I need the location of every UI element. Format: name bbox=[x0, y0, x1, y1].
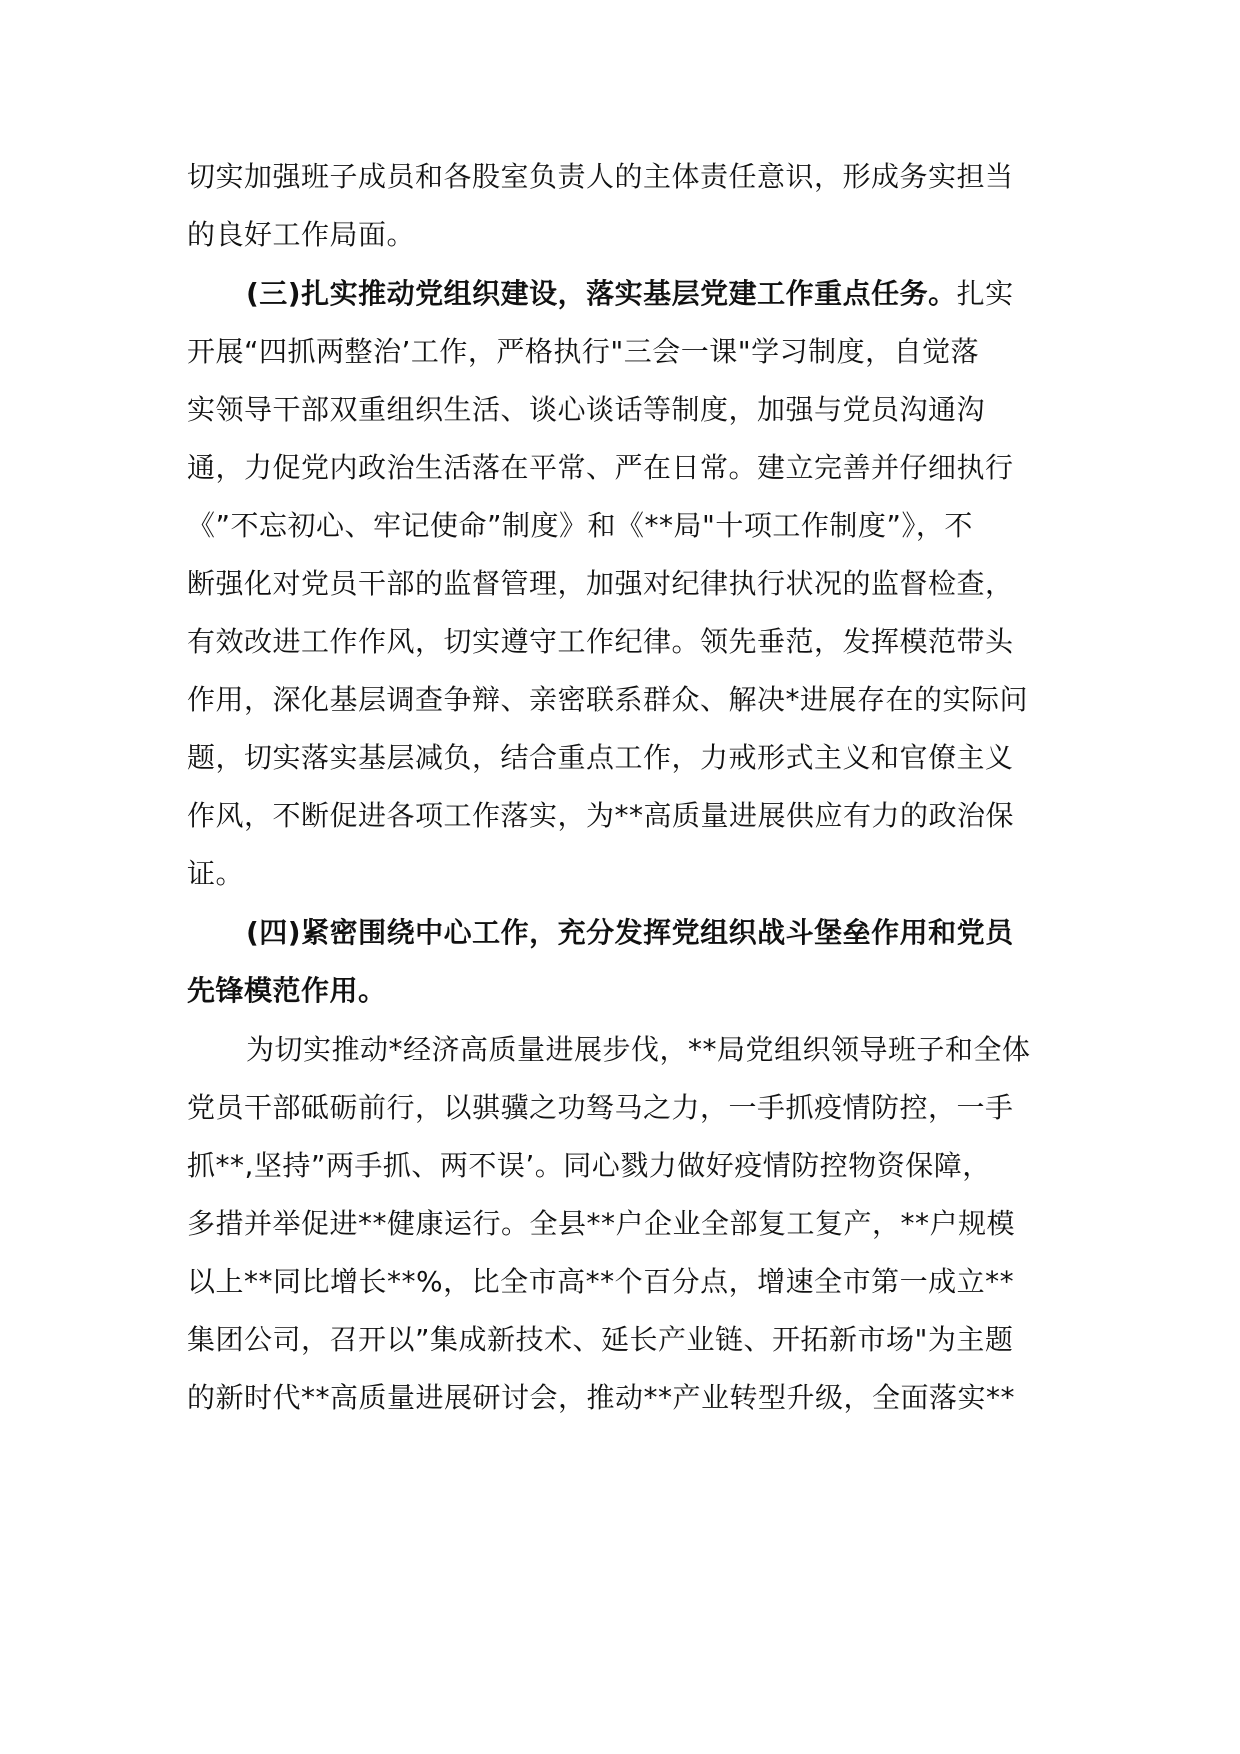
paragraph-line: 切实加强班子成员和各股室负责人的主体责任意识，形成务实担当 bbox=[187, 160, 1014, 193]
paragraph-line: 以上**同比增长**%，比全市高**个百分点，增速全市第一成立** bbox=[187, 1265, 1015, 1298]
section-heading-4-continued: 先锋模范作用。 bbox=[187, 974, 387, 1007]
paragraph-line: 断强化对党员干部的监督管理，加强对纪律执行状况的监督检查， bbox=[187, 567, 1014, 600]
paragraph-line: 抓**,坚持”两手抓、两不误’。同心戮力做好疫情防控物资保障， bbox=[187, 1149, 991, 1182]
paragraph-line: 党员干部砥砺前行，以骐骥之功驽马之力，一手抓疫情防控，一手 bbox=[187, 1091, 1014, 1124]
paragraph-line: 集团公司，召开以”集成新技术、延长产业链、开拓新市场"为主题 bbox=[187, 1323, 1014, 1356]
paragraph-line: 的新时代**高质量进展研讨会，推动**产业转型升级，全面落实** bbox=[187, 1381, 1016, 1414]
paragraph-line: 通，力促党内政治生活落在平常、严在日常。建立完善并仔细执行 bbox=[187, 451, 1014, 484]
heading-text: (三)扎实推动党组织建设，落实基层党建工作重点任务。 bbox=[246, 277, 957, 310]
paragraph-line: 题，切实落实基层减负，结合重点工作，力戒形式主义和官僚主义 bbox=[187, 741, 1014, 774]
paragraph-line: 实领导干部双重组织生活、谈心谈话等制度，加强与党员沟通沟 bbox=[187, 393, 986, 426]
paragraph-line: 有效改进工作作风，切实遵守工作纪律。领先垂范，发挥模范带头 bbox=[187, 625, 1014, 658]
paragraph-line: 作用，深化基层调查争辩、亲密联系群众、解决*进展存在的实际问 bbox=[187, 683, 1029, 716]
section-heading-4: (四)紧密围绕中心工作，充分发挥党组织战斗堡垒作用和党员 bbox=[246, 916, 1014, 949]
paragraph-line: 多措并举促进**健康运行。全县**户企业全部复工复产，**户规模 bbox=[187, 1207, 1016, 1240]
paragraph-line: 《”不忘初心、牢记使命”制度》和《**局"十项工作制度”》，不 bbox=[187, 509, 973, 542]
paragraph-line: 开展“四抓两整治’工作，严格执行"三会一课"学习制度，自觉落 bbox=[187, 335, 980, 368]
paragraph-line: 作风，不断促进各项工作落实，为**高质量进展供应有力的政治保 bbox=[187, 799, 1015, 832]
heading-trailing-text: 扎实 bbox=[956, 277, 1014, 310]
paragraph-line: 证。 bbox=[187, 857, 245, 890]
section-heading-3 bbox=[246, 264, 1067, 324]
paragraph-line: 为切实推动*经济高质量进展步伐，**局党组织领导班子和全体 bbox=[246, 1033, 1031, 1066]
paragraph-line: 的良好工作局面。 bbox=[187, 218, 416, 251]
